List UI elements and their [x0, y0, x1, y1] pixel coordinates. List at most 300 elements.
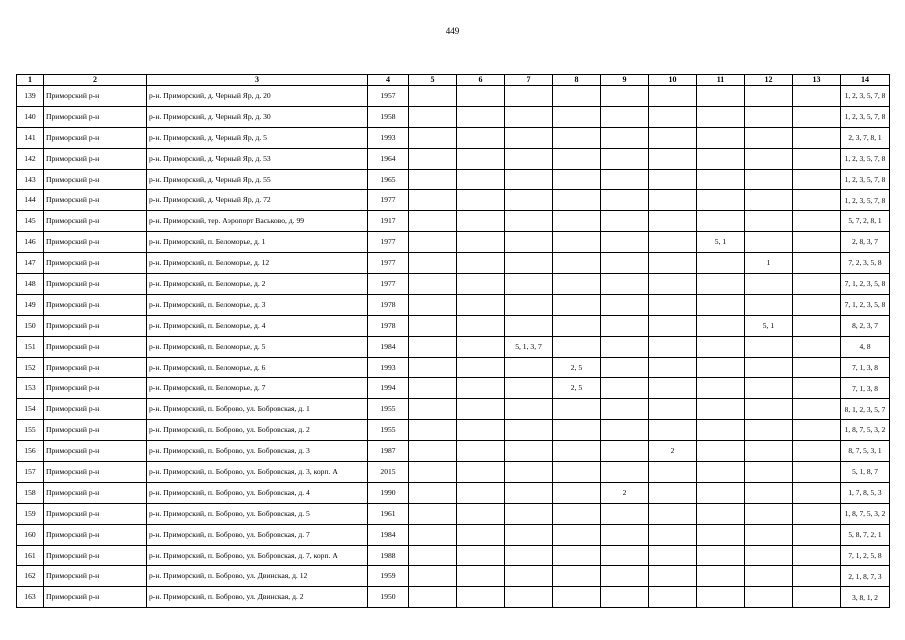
column-5-cell — [409, 420, 457, 441]
year-cell: 2015 — [368, 462, 409, 483]
row-number-cell: 159 — [17, 503, 44, 524]
year-cell: 1964 — [368, 148, 409, 169]
column-5-cell — [409, 357, 457, 378]
column-7-cell — [505, 190, 553, 211]
column-13-cell — [793, 566, 841, 587]
column-7-cell — [505, 211, 553, 232]
year-cell: 1957 — [368, 86, 409, 107]
district-cell: Приморский р-н — [44, 86, 147, 107]
column-6-cell — [457, 378, 505, 399]
year-cell: 1984 — [368, 336, 409, 357]
column-6-cell — [457, 357, 505, 378]
table-row — [17, 524, 890, 545]
row-number-cell: 150 — [17, 315, 44, 336]
year-cell: 1990 — [368, 482, 409, 503]
row-number-cell: 160 — [17, 524, 44, 545]
column-11-cell — [697, 315, 745, 336]
column-10-cell — [649, 169, 697, 190]
table-row — [17, 420, 890, 441]
column-12-cell — [745, 399, 793, 420]
table-row — [17, 441, 890, 462]
column-5-cell — [409, 503, 457, 524]
column-10-cell — [649, 378, 697, 399]
column-8-cell — [553, 86, 601, 107]
year-cell: 1955 — [368, 399, 409, 420]
column-7-cell — [505, 462, 553, 483]
column-8-cell: 2, 5 — [553, 378, 601, 399]
address-cell: р-н. Приморский, п. Боброво, ул. Бобровская, д. 4 — [147, 482, 368, 503]
column-5-cell — [409, 336, 457, 357]
column-6-cell — [457, 524, 505, 545]
district-cell: Приморский р-н — [44, 462, 147, 483]
address-cell: р-н. Приморский, п. Боброво, ул. Бобровская, д. 3, корп. А — [147, 462, 368, 483]
column-12-cell — [745, 566, 793, 587]
column-13-cell — [793, 503, 841, 524]
column-8-cell — [553, 253, 601, 274]
column-7-cell — [505, 587, 553, 608]
column-5-cell — [409, 127, 457, 148]
column-14-cell: 1, 7, 8, 5, 3 — [841, 482, 890, 503]
table-row — [17, 587, 890, 608]
column-12-cell — [745, 106, 793, 127]
column-9-cell — [601, 106, 649, 127]
address-cell: р-н. Приморский, д. Черный Яр, д. 20 — [147, 86, 368, 107]
column-10-cell — [649, 336, 697, 357]
column-8-cell — [553, 169, 601, 190]
address-cell: р-н. Приморский, п. Боброво, ул. Двинская, д. 2 — [147, 587, 368, 608]
column-13-cell — [793, 378, 841, 399]
column-header-14: 14 — [841, 75, 890, 86]
column-header-7: 7 — [505, 75, 553, 86]
column-9-cell — [601, 587, 649, 608]
column-5-cell — [409, 253, 457, 274]
column-9-cell — [601, 399, 649, 420]
row-number-cell: 139 — [17, 86, 44, 107]
column-7-cell — [505, 274, 553, 295]
column-11-cell — [697, 169, 745, 190]
column-8-cell — [553, 211, 601, 232]
column-9-cell — [601, 503, 649, 524]
row-number-cell: 149 — [17, 294, 44, 315]
column-6-cell — [457, 169, 505, 190]
table-row — [17, 315, 890, 336]
column-12-cell — [745, 378, 793, 399]
table-row — [17, 357, 890, 378]
district-cell: Приморский р-н — [44, 399, 147, 420]
column-9-cell — [601, 294, 649, 315]
column-11-cell — [697, 148, 745, 169]
column-9-cell — [601, 378, 649, 399]
column-10-cell — [649, 420, 697, 441]
year-cell: 1978 — [368, 315, 409, 336]
table-row — [17, 86, 890, 107]
column-header-10: 10 — [649, 75, 697, 86]
column-11-cell — [697, 399, 745, 420]
column-10-cell — [649, 566, 697, 587]
column-12-cell — [745, 274, 793, 295]
row-number-cell: 146 — [17, 232, 44, 253]
column-7-cell — [505, 357, 553, 378]
column-6-cell — [457, 503, 505, 524]
column-12-cell — [745, 169, 793, 190]
column-12-cell: 5, 1 — [745, 315, 793, 336]
year-cell: 1950 — [368, 587, 409, 608]
address-cell: р-н. Приморский, д. Черный Яр, д. 5 — [147, 127, 368, 148]
year-cell: 1958 — [368, 106, 409, 127]
column-7-cell — [505, 441, 553, 462]
column-7-cell — [505, 106, 553, 127]
column-9-cell — [601, 524, 649, 545]
column-11-cell — [697, 503, 745, 524]
year-cell: 1917 — [368, 211, 409, 232]
column-10-cell: 2 — [649, 441, 697, 462]
table-row — [17, 378, 890, 399]
column-6-cell — [457, 127, 505, 148]
column-11-cell — [697, 462, 745, 483]
column-11-cell — [697, 378, 745, 399]
year-cell: 1978 — [368, 294, 409, 315]
year-cell: 1988 — [368, 545, 409, 566]
column-11-cell — [697, 587, 745, 608]
column-13-cell — [793, 232, 841, 253]
column-8-cell — [553, 566, 601, 587]
column-11-cell — [697, 86, 745, 107]
district-cell: Приморский р-н — [44, 503, 147, 524]
row-number-cell: 153 — [17, 378, 44, 399]
column-9-cell — [601, 357, 649, 378]
column-8-cell — [553, 399, 601, 420]
district-cell: Приморский р-н — [44, 587, 147, 608]
column-9-cell — [601, 211, 649, 232]
column-14-cell: 1, 2, 3, 5, 7, 8 — [841, 106, 890, 127]
column-8-cell — [553, 420, 601, 441]
column-5-cell — [409, 274, 457, 295]
district-cell: Приморский р-н — [44, 169, 147, 190]
column-12-cell — [745, 482, 793, 503]
table-row — [17, 399, 890, 420]
row-number-cell: 163 — [17, 587, 44, 608]
column-6-cell — [457, 86, 505, 107]
table-row — [17, 148, 890, 169]
column-7-cell — [505, 545, 553, 566]
column-6-cell — [457, 253, 505, 274]
row-number-cell: 162 — [17, 566, 44, 587]
year-cell: 1955 — [368, 420, 409, 441]
column-13-cell — [793, 399, 841, 420]
district-cell: Приморский р-н — [44, 357, 147, 378]
column-5-cell — [409, 378, 457, 399]
column-10-cell — [649, 232, 697, 253]
row-number-cell: 145 — [17, 211, 44, 232]
district-cell: Приморский р-н — [44, 232, 147, 253]
column-header-9: 9 — [601, 75, 649, 86]
column-header-12: 12 — [745, 75, 793, 86]
column-14-cell: 1, 2, 3, 5, 7, 8 — [841, 169, 890, 190]
column-7-cell — [505, 253, 553, 274]
column-8-cell — [553, 232, 601, 253]
column-12-cell — [745, 420, 793, 441]
column-10-cell — [649, 294, 697, 315]
column-5-cell — [409, 399, 457, 420]
column-13-cell — [793, 211, 841, 232]
column-10-cell — [649, 127, 697, 148]
column-6-cell — [457, 232, 505, 253]
district-cell: Приморский р-н — [44, 420, 147, 441]
column-11-cell — [697, 524, 745, 545]
year-cell: 1987 — [368, 441, 409, 462]
column-13-cell — [793, 106, 841, 127]
column-5-cell — [409, 232, 457, 253]
table-row — [17, 274, 890, 295]
column-7-cell — [505, 294, 553, 315]
column-8-cell: 2, 5 — [553, 357, 601, 378]
district-cell: Приморский р-н — [44, 524, 147, 545]
column-9-cell — [601, 190, 649, 211]
district-cell: Приморский р-н — [44, 378, 147, 399]
column-12-cell — [745, 190, 793, 211]
address-cell: р-н. Приморский, п. Боброво, ул. Бобровская, д. 7 — [147, 524, 368, 545]
address-cell: р-н. Приморский, п. Беломорье, д. 2 — [147, 274, 368, 295]
column-11-cell — [697, 441, 745, 462]
column-6-cell — [457, 545, 505, 566]
column-10-cell — [649, 86, 697, 107]
column-14-cell: 7, 1, 2, 5, 8 — [841, 545, 890, 566]
column-14-cell: 8, 2, 3, 7 — [841, 315, 890, 336]
column-11-cell — [697, 357, 745, 378]
column-12-cell — [745, 357, 793, 378]
column-9-cell — [601, 441, 649, 462]
column-12-cell — [745, 86, 793, 107]
column-11-cell — [697, 106, 745, 127]
address-cell: р-н. Приморский, тер. Аэропорт Васьково, д. 99 — [147, 211, 368, 232]
column-10-cell — [649, 274, 697, 295]
column-7-cell — [505, 420, 553, 441]
column-11-cell: 5, 1 — [697, 232, 745, 253]
column-10-cell — [649, 253, 697, 274]
column-10-cell — [649, 148, 697, 169]
column-14-cell: 5, 7, 2, 8, 1 — [841, 211, 890, 232]
year-cell: 1965 — [368, 169, 409, 190]
column-5-cell — [409, 211, 457, 232]
row-number-cell: 142 — [17, 148, 44, 169]
district-cell: Приморский р-н — [44, 294, 147, 315]
row-number-cell: 152 — [17, 357, 44, 378]
column-11-cell — [697, 294, 745, 315]
column-11-cell — [697, 274, 745, 295]
column-10-cell — [649, 503, 697, 524]
column-14-cell: 1, 2, 3, 5, 7, 8 — [841, 190, 890, 211]
row-number-cell: 155 — [17, 420, 44, 441]
column-14-cell: 2, 3, 7, 8, 1 — [841, 127, 890, 148]
table-body — [17, 86, 890, 608]
table-row — [17, 482, 890, 503]
row-number-cell: 147 — [17, 253, 44, 274]
column-10-cell — [649, 587, 697, 608]
column-7-cell — [505, 232, 553, 253]
year-cell: 1977 — [368, 190, 409, 211]
address-cell: р-н. Приморский, п. Боброво, ул. Бобровская, д. 7, корп. А — [147, 545, 368, 566]
column-13-cell — [793, 294, 841, 315]
column-14-cell: 7, 1, 3, 8 — [841, 378, 890, 399]
column-13-cell — [793, 274, 841, 295]
column-12-cell: 1 — [745, 253, 793, 274]
column-14-cell: 1, 2, 3, 5, 7, 8 — [841, 148, 890, 169]
column-10-cell — [649, 462, 697, 483]
address-cell: р-н. Приморский, п. Беломорье, д. 1 — [147, 232, 368, 253]
column-13-cell — [793, 336, 841, 357]
column-8-cell — [553, 462, 601, 483]
column-9-cell — [601, 336, 649, 357]
column-6-cell — [457, 106, 505, 127]
row-number-cell: 141 — [17, 127, 44, 148]
column-5-cell — [409, 441, 457, 462]
district-cell: Приморский р-н — [44, 274, 147, 295]
column-10-cell — [649, 399, 697, 420]
column-5-cell — [409, 106, 457, 127]
column-6-cell — [457, 148, 505, 169]
column-7-cell — [505, 127, 553, 148]
column-10-cell — [649, 524, 697, 545]
column-5-cell — [409, 294, 457, 315]
year-cell: 1993 — [368, 127, 409, 148]
table-row — [17, 566, 890, 587]
column-9-cell — [601, 545, 649, 566]
address-cell: р-н. Приморский, п. Боброво, ул. Бобровская, д. 5 — [147, 503, 368, 524]
column-14-cell: 7, 1, 3, 8 — [841, 357, 890, 378]
table-row — [17, 462, 890, 483]
column-7-cell — [505, 378, 553, 399]
column-5-cell — [409, 86, 457, 107]
column-9-cell — [601, 169, 649, 190]
column-5-cell — [409, 190, 457, 211]
column-8-cell — [553, 336, 601, 357]
column-7-cell — [505, 148, 553, 169]
column-header-6: 6 — [457, 75, 505, 86]
column-11-cell — [697, 190, 745, 211]
column-12-cell — [745, 545, 793, 566]
column-5-cell — [409, 587, 457, 608]
district-cell: Приморский р-н — [44, 127, 147, 148]
column-8-cell — [553, 148, 601, 169]
row-number-cell: 140 — [17, 106, 44, 127]
column-13-cell — [793, 253, 841, 274]
column-14-cell: 1, 2, 3, 5, 7, 8 — [841, 86, 890, 107]
column-12-cell — [745, 462, 793, 483]
year-cell: 1993 — [368, 357, 409, 378]
column-7-cell — [505, 169, 553, 190]
column-header-8: 8 — [553, 75, 601, 86]
column-6-cell — [457, 274, 505, 295]
table-row — [17, 503, 890, 524]
column-13-cell — [793, 86, 841, 107]
column-13-cell — [793, 420, 841, 441]
column-5-cell — [409, 482, 457, 503]
column-6-cell — [457, 399, 505, 420]
address-cell: р-н. Приморский, п. Беломорье, д. 3 — [147, 294, 368, 315]
year-cell: 1961 — [368, 503, 409, 524]
column-14-cell: 4, 8 — [841, 336, 890, 357]
address-cell: р-н. Приморский, д. Черный Яр, д. 55 — [147, 169, 368, 190]
column-6-cell — [457, 441, 505, 462]
column-14-cell: 1, 8, 7, 5, 3, 2 — [841, 503, 890, 524]
column-6-cell — [457, 482, 505, 503]
column-10-cell — [649, 211, 697, 232]
column-13-cell — [793, 148, 841, 169]
column-13-cell — [793, 524, 841, 545]
year-cell: 1994 — [368, 378, 409, 399]
column-5-cell — [409, 545, 457, 566]
column-6-cell — [457, 211, 505, 232]
column-13-cell — [793, 357, 841, 378]
address-cell: р-н. Приморский, п. Боброво, ул. Бобровская, д. 1 — [147, 399, 368, 420]
address-cell: р-н. Приморский, п. Боброво, ул. Бобровская, д. 2 — [147, 420, 368, 441]
table-row — [17, 336, 890, 357]
table-row — [17, 253, 890, 274]
column-7-cell — [505, 399, 553, 420]
column-5-cell — [409, 524, 457, 545]
table-row — [17, 169, 890, 190]
column-10-cell — [649, 357, 697, 378]
housing-register-table — [16, 74, 890, 608]
column-12-cell — [745, 294, 793, 315]
column-6-cell — [457, 566, 505, 587]
column-8-cell — [553, 315, 601, 336]
column-12-cell — [745, 524, 793, 545]
row-number-cell: 151 — [17, 336, 44, 357]
district-cell: Приморский р-н — [44, 106, 147, 127]
column-7-cell — [505, 566, 553, 587]
column-7-cell — [505, 86, 553, 107]
address-cell: р-н. Приморский, п. Беломорье, д. 6 — [147, 357, 368, 378]
column-9-cell — [601, 148, 649, 169]
district-cell: Приморский р-н — [44, 441, 147, 462]
column-11-cell — [697, 253, 745, 274]
column-14-cell: 5, 8, 7, 2, 1 — [841, 524, 890, 545]
column-8-cell — [553, 545, 601, 566]
column-5-cell — [409, 462, 457, 483]
column-9-cell — [601, 86, 649, 107]
column-14-cell: 2, 8, 3, 7 — [841, 232, 890, 253]
column-header-1: 1 — [17, 75, 44, 86]
address-cell: р-н. Приморский, п. Беломорье, д. 12 — [147, 253, 368, 274]
column-11-cell — [697, 545, 745, 566]
column-header-11: 11 — [697, 75, 745, 86]
row-number-cell: 158 — [17, 482, 44, 503]
column-10-cell — [649, 545, 697, 566]
column-13-cell — [793, 545, 841, 566]
column-10-cell — [649, 315, 697, 336]
column-7-cell — [505, 482, 553, 503]
column-14-cell: 7, 1, 2, 3, 5, 8 — [841, 274, 890, 295]
column-8-cell — [553, 190, 601, 211]
address-cell: р-н. Приморский, п. Беломорье, д. 7 — [147, 378, 368, 399]
column-9-cell — [601, 462, 649, 483]
column-13-cell — [793, 441, 841, 462]
district-cell: Приморский р-н — [44, 190, 147, 211]
district-cell: Приморский р-н — [44, 253, 147, 274]
column-10-cell — [649, 482, 697, 503]
column-14-cell: 7, 1, 2, 3, 5, 8 — [841, 294, 890, 315]
column-9-cell — [601, 420, 649, 441]
column-6-cell — [457, 420, 505, 441]
column-6-cell — [457, 315, 505, 336]
column-8-cell — [553, 294, 601, 315]
district-cell: Приморский р-н — [44, 482, 147, 503]
column-12-cell — [745, 211, 793, 232]
address-cell: р-н. Приморский, п. Боброво, ул. Бобровская, д. 3 — [147, 441, 368, 462]
table-row — [17, 211, 890, 232]
column-7-cell — [505, 503, 553, 524]
